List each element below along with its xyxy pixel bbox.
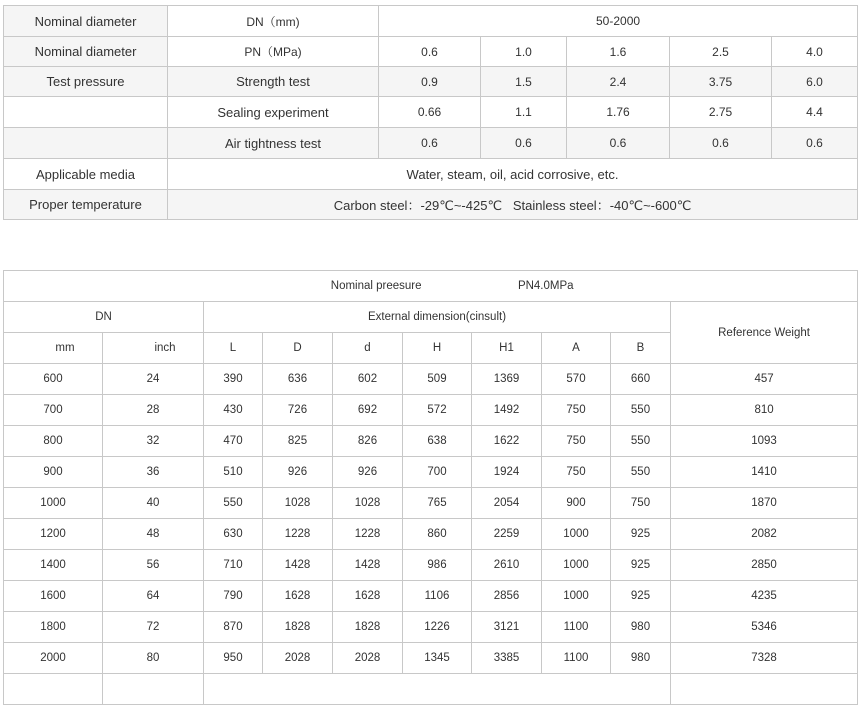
dimension-table <box>3 270 858 705</box>
table-cell: 550 <box>204 488 263 519</box>
table-cell: 390 <box>204 364 263 395</box>
table-cell: 692 <box>333 395 403 426</box>
table-cell: 510 <box>204 457 263 488</box>
table-row <box>4 488 858 519</box>
dimension-title-row <box>4 271 858 302</box>
table-cell: 1028 <box>263 488 333 519</box>
table-cell: 1369 <box>472 364 542 395</box>
table-cell: 1000 <box>4 488 103 519</box>
table-cell: 750 <box>542 395 611 426</box>
table-cell: 3385 <box>472 643 542 674</box>
spec-label: Test pressure <box>4 67 168 97</box>
spec-label <box>4 97 168 128</box>
table-cell: 1828 <box>333 612 403 643</box>
table-cell: 1093 <box>671 426 858 457</box>
table-cell: 750 <box>611 488 671 519</box>
table-cell: 550 <box>611 395 671 426</box>
table-cell: 1492 <box>472 395 542 426</box>
table-cell: 638 <box>403 426 472 457</box>
spec-range: 50-2000 <box>379 6 858 37</box>
spec-row-temperature <box>4 190 858 220</box>
inch-header: inch <box>103 333 204 364</box>
spec-value: 2.4 <box>567 67 670 97</box>
table-cell: 2082 <box>671 519 858 550</box>
table-cell: 4235 <box>671 581 858 612</box>
table-cell: 825 <box>263 426 333 457</box>
spec-value: 1.5 <box>481 67 567 97</box>
table-cell: 5346 <box>671 612 858 643</box>
dimension-title <box>4 271 858 302</box>
table-cell: 24 <box>103 364 204 395</box>
table-cell: 470 <box>204 426 263 457</box>
table-cell: 726 <box>263 395 333 426</box>
table-cell: 870 <box>204 612 263 643</box>
table-cell: 790 <box>204 581 263 612</box>
table-cell: 630 <box>204 519 263 550</box>
spec-unit: PN（MPa) <box>168 37 379 67</box>
table-cell: 56 <box>103 550 204 581</box>
table-cell: 1628 <box>333 581 403 612</box>
table-cell: 1428 <box>263 550 333 581</box>
table-cell: 1628 <box>263 581 333 612</box>
table-row <box>4 395 858 426</box>
spec-value: 0.6 <box>567 128 670 159</box>
dimension-group-header-row <box>4 302 858 333</box>
spec-row-dn <box>4 6 858 37</box>
table-cell: 986 <box>403 550 472 581</box>
table-cell: 602 <box>333 364 403 395</box>
table-cell: 900 <box>4 457 103 488</box>
table-cell: 1226 <box>403 612 472 643</box>
table-cell: 1828 <box>263 612 333 643</box>
spec-value: 1.0 <box>481 37 567 67</box>
table-cell: 72 <box>103 612 204 643</box>
table-cell: 570 <box>542 364 611 395</box>
table-cell: 925 <box>611 581 671 612</box>
table-cell: 2610 <box>472 550 542 581</box>
spec-value: 0.6 <box>379 37 481 67</box>
table-cell: 926 <box>263 457 333 488</box>
reference-weight-header: Reference Weight <box>671 302 858 364</box>
table-cell: 550 <box>611 457 671 488</box>
table-cell: 550 <box>611 426 671 457</box>
table-cell: 2028 <box>333 643 403 674</box>
spec-row-media <box>4 159 858 190</box>
table-row <box>4 457 858 488</box>
table-cell: 32 <box>103 426 204 457</box>
table-cell: 572 <box>403 395 472 426</box>
table-cell: 40 <box>103 488 204 519</box>
table-row <box>4 426 858 457</box>
col-header-l: L <box>204 333 263 364</box>
spec-label: Proper temperature <box>4 190 168 220</box>
spec-row-strength <box>4 67 858 97</box>
table-cell: 1028 <box>333 488 403 519</box>
col-header-h: H <box>403 333 472 364</box>
dn-header: DN <box>4 302 204 333</box>
table-cell: 660 <box>611 364 671 395</box>
col-header-d-upper: D <box>263 333 333 364</box>
spec-media: Water, steam, oil, acid corrosive, etc. <box>168 159 858 190</box>
table-row <box>4 612 858 643</box>
table-cell: 7328 <box>671 643 858 674</box>
table-cell: 600 <box>4 364 103 395</box>
table-cell: 800 <box>4 426 103 457</box>
table-cell: 1100 <box>542 612 611 643</box>
table-cell: 925 <box>611 519 671 550</box>
table-cell: 980 <box>611 612 671 643</box>
table-cell: 2000 <box>4 643 103 674</box>
pressure-value: PN4.0MPa <box>517 280 574 293</box>
spec-value: 1.1 <box>481 97 567 128</box>
table-cell: 1000 <box>542 519 611 550</box>
table-cell: 80 <box>103 643 204 674</box>
spec-label: Nominal diameter <box>4 37 168 67</box>
table-cell: 636 <box>263 364 333 395</box>
spec-test: Air tightness test <box>168 128 379 159</box>
spec-value: 0.9 <box>379 67 481 97</box>
spec-value: 0.6 <box>772 128 858 159</box>
spec-value: 1.76 <box>567 97 670 128</box>
table-cell: 1600 <box>4 581 103 612</box>
nominal-pressure-label: Nominal preesure <box>330 280 422 293</box>
table-cell: 1622 <box>472 426 542 457</box>
table-cell: 700 <box>403 457 472 488</box>
dimension-body <box>4 364 858 674</box>
table-cell: 509 <box>403 364 472 395</box>
table-cell: 950 <box>204 643 263 674</box>
mm-header: mm <box>4 333 103 364</box>
table-cell: 1870 <box>671 488 858 519</box>
spec-label <box>4 128 168 159</box>
table-cell: 36 <box>103 457 204 488</box>
spec-label: Applicable media <box>4 159 168 190</box>
table-cell: 1228 <box>263 519 333 550</box>
table-cell: 980 <box>611 643 671 674</box>
spec-row-sealing <box>4 97 858 128</box>
table-cell: 1228 <box>333 519 403 550</box>
table-cell: 457 <box>671 364 858 395</box>
spec-value: 2.75 <box>670 97 772 128</box>
spec-row-air <box>4 128 858 159</box>
table-row <box>4 550 858 581</box>
table-cell: 28 <box>103 395 204 426</box>
col-header-d-lower: d <box>333 333 403 364</box>
table-cell: 750 <box>542 426 611 457</box>
spec-value: 2.5 <box>670 37 772 67</box>
spec-value: 3.75 <box>670 67 772 97</box>
table-cell: 1100 <box>542 643 611 674</box>
col-header-h1: H1 <box>472 333 542 364</box>
spec-label: Nominal diameter <box>4 6 168 37</box>
spec-unit: DN（mm) <box>168 6 379 37</box>
table-cell: 1400 <box>4 550 103 581</box>
external-dimension-header: External dimension(cinsult) <box>204 302 671 333</box>
table-cell: 826 <box>333 426 403 457</box>
col-header-b: B <box>611 333 671 364</box>
table-row <box>4 519 858 550</box>
table-cell: 750 <box>542 457 611 488</box>
table-cell: 2028 <box>263 643 333 674</box>
table-cell: 1800 <box>4 612 103 643</box>
spec-test: Sealing experiment <box>168 97 379 128</box>
spec-value: 4.4 <box>772 97 858 128</box>
table-cell: 2054 <box>472 488 542 519</box>
spec-value: 0.6 <box>670 128 772 159</box>
table-cell: 1410 <box>671 457 858 488</box>
table-cell: 810 <box>671 395 858 426</box>
spec-row-pn <box>4 37 858 67</box>
table-cell: 1428 <box>333 550 403 581</box>
table-cell: 1106 <box>403 581 472 612</box>
spec-test: Strength test <box>168 67 379 97</box>
dimension-empty-row <box>4 674 858 705</box>
table-cell: 1924 <box>472 457 542 488</box>
spec-table <box>3 5 858 220</box>
table-cell: 64 <box>103 581 204 612</box>
spec-value: 6.0 <box>772 67 858 97</box>
spec-value: 4.0 <box>772 37 858 67</box>
table-row <box>4 581 858 612</box>
table-row <box>4 364 858 395</box>
table-cell: 1345 <box>403 643 472 674</box>
table-cell: 3121 <box>472 612 542 643</box>
table-cell: 900 <box>542 488 611 519</box>
col-header-a: A <box>542 333 611 364</box>
spec-temperature: Carbon steel：-29℃~-425℃ Stainless steel：-40℃~-600℃ <box>168 190 858 220</box>
spec-value: 1.6 <box>567 37 670 67</box>
table-cell: 2259 <box>472 519 542 550</box>
spec-value: 0.6 <box>379 128 481 159</box>
table-cell: 2850 <box>671 550 858 581</box>
table-cell: 1000 <box>542 581 611 612</box>
table-cell: 710 <box>204 550 263 581</box>
table-cell: 430 <box>204 395 263 426</box>
spec-value: 0.66 <box>379 97 481 128</box>
table-cell: 925 <box>611 550 671 581</box>
table-cell: 1000 <box>542 550 611 581</box>
table-cell: 48 <box>103 519 204 550</box>
table-row <box>4 643 858 674</box>
table-cell: 926 <box>333 457 403 488</box>
table-cell: 2856 <box>472 581 542 612</box>
spec-value: 0.6 <box>481 128 567 159</box>
table-cell: 700 <box>4 395 103 426</box>
table-cell: 1200 <box>4 519 103 550</box>
table-cell: 765 <box>403 488 472 519</box>
table-cell: 860 <box>403 519 472 550</box>
